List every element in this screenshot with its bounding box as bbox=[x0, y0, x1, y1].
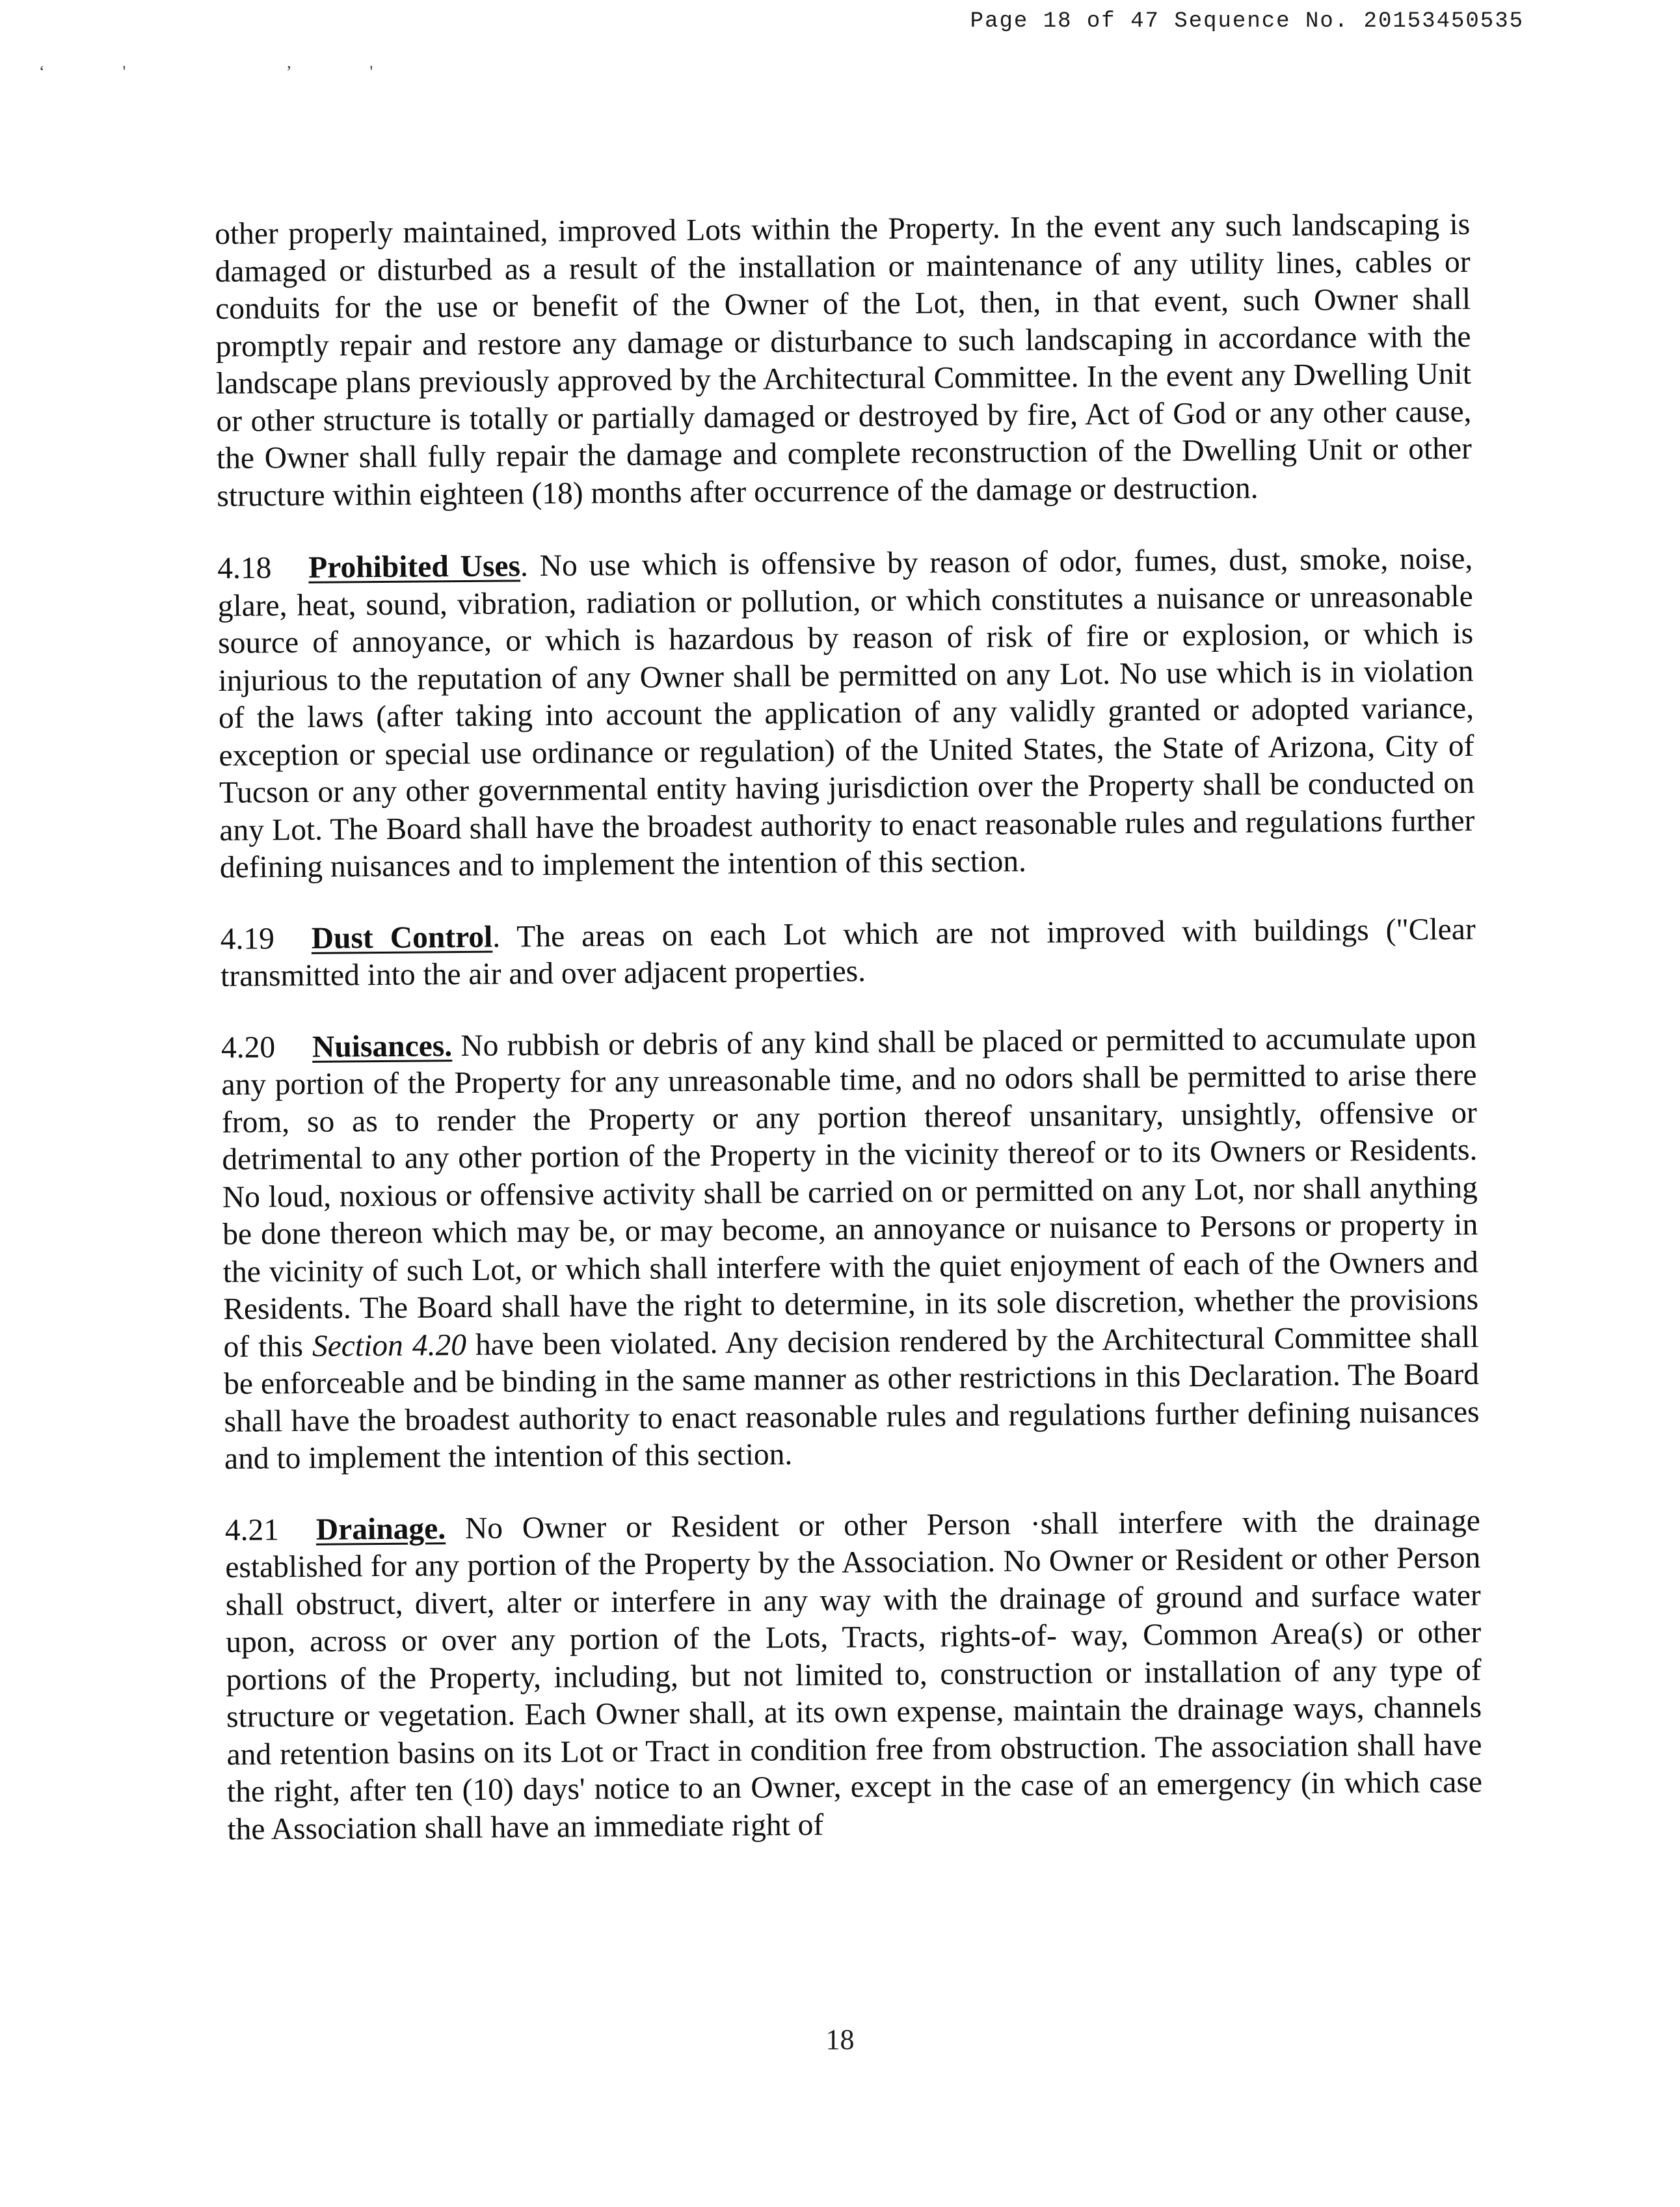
section-text: No Owner or Resident or other Person ·shall interfere with the drainage established for any portion of the Property by the Association. No Owner or Resident or other Person shall obstruct, divert, alter or interfere in any way with the drainage of ground and surface water upon, across or over any portion of the Lots, Tracts, rights-of- way, Common Area(s) or other portions of the Property, including, but not limited to, construction or installation of any type of structure or vegetation. Each Owner shall, at its own expense, maintain the drainage ways, channels and retention basins on its Lot or Tract in condition free from obstruction. The association shall have the right, after ten (10) days' notice to an Owner, except in the case of an emergency (in which case the Association shall have an immediate right of bbox=[225, 1503, 1483, 1847]
section-number: 4.21 bbox=[224, 1512, 280, 1547]
section-number: 4.18 bbox=[217, 551, 272, 585]
section-4-21 bbox=[225, 1502, 1483, 1849]
page-number: 18 bbox=[825, 2024, 855, 2055]
section-title: Dust Control bbox=[311, 920, 493, 956]
section-number: 4.20 bbox=[220, 1030, 276, 1065]
section-4-20 bbox=[221, 1019, 1480, 1478]
section-title-punct: . bbox=[520, 549, 529, 583]
section-reference: Section 4.20 bbox=[312, 1328, 467, 1363]
section-title: Drainage. bbox=[315, 1511, 446, 1547]
document-body bbox=[215, 206, 1483, 1882]
section-text-after: have been violated. Any decision rendered by the Architectural Committee shall be enforceable and be binding in the same manner as other restrictions in this Declaration. The Board shall have the broadest authority to enact reasonable rules and regulations further defining nuisances and to implement the intention of this section. bbox=[223, 1320, 1480, 1476]
section-title: Prohibited Uses bbox=[308, 549, 521, 585]
section-4-18 bbox=[217, 541, 1475, 887]
section-text-before: No rubbish or debris of any kind shall be placed or permitted to accumulate upon any portion of the Property for any unreasonable time, and no odors shall be permitted to arise there from, so as to render the Property or any portion thereof unsanitary, unsightly, offensive or detrimental to any other portion of the Property in the vicinity thereof or to its Owners or Residents. No loud, noxious or offensive activity shall be carried on or permitted on any Lot, nor shall anything be done thereon which may be, or may become, an annoyance or nuisance to Persons or property in the vicinity of such Lot, or which shall interfere with the quiet enjoyment of each of the Owners and Residents. The Board shall have the right to determine, in its sole discretion, whether the provisions of this bbox=[221, 1021, 1479, 1364]
section-text: The areas on each Lot which are not improved with buildings ("Clear transmitted into the air and over adjacent properties. bbox=[220, 912, 1476, 993]
section-number: 4.19 bbox=[220, 921, 275, 956]
paragraph-text: other properly maintained, improved Lots within the Property. In the event any such landscaping is damaged or disturbed as a result of the installation or maintenance of any utility lines, cables or conduits for the use or benefit of the Owner of the Lot, then, in that event, such Owner shall promptly repair and restore any damage or disturbance to such landscaping in accordance with the landscape plans previously approved by the Architectural Committee. In the event any Dwelling Unit or other structure is totally or partially damaged or destroyed by fire, Act of God or any other cause, the Owner shall fully repair the damage and complete reconstruction of the Dwelling Unit or other structure within eighteen (18) months after occurrence of the damage or destruction. bbox=[215, 207, 1473, 513]
section-title-punct: . bbox=[492, 920, 501, 954]
scan-marks: ‘' ’' bbox=[39, 62, 451, 81]
section-text: No use which is offensive by reason of odor, fumes, dust, smoke, noise, glare, heat, sound, vibration, radiation or pollution, or which constitutes a nuisance or unreasonable source of annoyance, or which is hazardous by reason of risk of fire or explosion, or which is injurious to the reputation of any Owner shall be permitted on any Lot. No use which is in violation of the laws (after taking into account the application of any validly granted or adopted variance, exception or special use ordinance or regulation) of the United States, the State of Arizona, City of Tucson or any other governmental entity having jurisdiction over the Property shall be conducted on any Lot. The Board shall have the broadest authority to enact reasonable rules and regulations further defining nuisances and to implement the intention of this section. bbox=[217, 541, 1475, 885]
continuation-paragraph bbox=[215, 206, 1473, 515]
section-title: Nuisances. bbox=[312, 1028, 453, 1064]
section-4-19 bbox=[220, 911, 1476, 995]
page-header: Page 18 of 47 Sequence No. 20153450535 bbox=[970, 9, 1524, 34]
